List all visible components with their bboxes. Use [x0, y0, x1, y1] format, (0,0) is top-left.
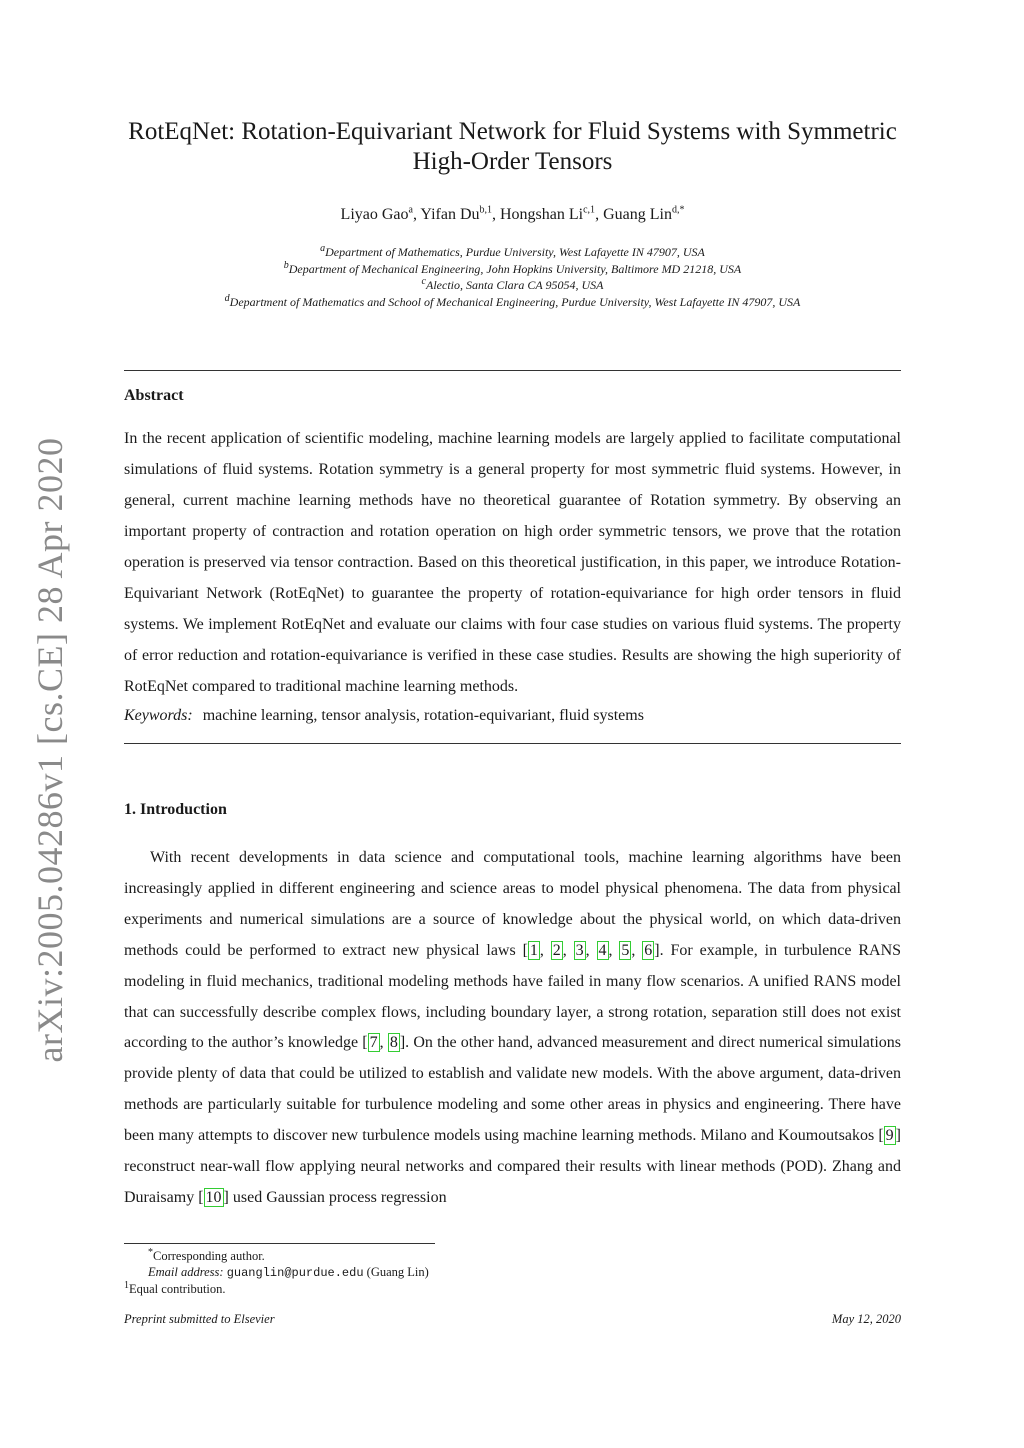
affiliation: $^a$Department of Mathematics, Purdue University, West Lafayette IN 47907, USA [320, 243, 705, 259]
citation-link[interactable]: 9 [885, 1127, 894, 1145]
footer-date: May 12, 2020 [831, 1312, 901, 1326]
paper-title [124, 117, 901, 177]
citation-link[interactable]: 5 [621, 941, 630, 959]
citation-link[interactable]: 3 [575, 941, 584, 959]
affiliation-list [124, 244, 901, 310]
footnotes [124, 1248, 429, 1297]
title-line-1: RotEqNet: Rotation-Equivariant Network for Fluid Systems with Symmetric [128, 118, 897, 145]
citation-link[interactable]: 1 [529, 941, 538, 959]
abstract-bottom-rule [124, 743, 901, 744]
abstract-heading: Abstract [124, 387, 184, 404]
footnote-corresponding: *Corresponding author. [148, 1246, 265, 1263]
title-line-2: High-Order Tensors [412, 148, 613, 175]
citation-link[interactable]: 10 [205, 1188, 222, 1206]
author-list [124, 206, 901, 224]
email-link[interactable]: guanglin@purdue.edu [226, 1266, 364, 1280]
citation-link[interactable]: 8 [389, 1034, 398, 1052]
author: Yifan Du$^{b,1}$, [420, 204, 500, 223]
author: Hongshan Li$^{c,1}$, [500, 204, 604, 223]
author: Guang Lin$^{d,*}$ [603, 204, 685, 223]
citation-link[interactable]: 4 [598, 941, 607, 959]
arxiv-identifier-stamp: arXiv:2005.04286v1 [cs.CE] 28 Apr 2020 [30, 437, 70, 1063]
keywords [124, 707, 644, 725]
footer-preprint-note: Preprint submitted to Elsevier [124, 1312, 275, 1326]
footnote-rule [124, 1243, 435, 1244]
abstract-top-rule [124, 370, 901, 371]
footnote-email: Email address: guanglin@purdue.edu (Guang Lin) [148, 1265, 429, 1280]
citation-link[interactable]: 7 [369, 1034, 378, 1052]
abstract-body: In the recent application of scientific modeling, machine learning models are largely applied to facilitate computational simulations of fluid systems. Rotation symmetry is a general property for most symmetric fluid systems. However, in general, current machine learning methods have no theoretical guarantee of Rotation symmetry. By observing an important property of contraction and rotation operation on high order symmetric tensors, we prove that the rotation operation is preserved via tensor contraction. Based on this theoretical justification, in this paper, we introduce Rotation-Equivariant Network (RotEqNet) to guarantee the property of rotation-equivariance for high order tensors in fluid systems. We implement RotEqNet and evaluate our claims with four case studies on various fluid systems. The property of error reduction and rotation-equivariance is verified in these case studies. Results are showing the high superiority of RotEqNet compared to traditional machine learning methods. [124, 430, 901, 695]
affiliation: $^b$Department of Mechanical Engineering, John Hopkins University, Baltimore MD 21218, USA [283, 259, 742, 276]
keywords-label: Keywords: [124, 707, 193, 724]
introduction-paragraph: With recent developments in data science and computational tools, machine learning algorithms have been increasingly applied in different engineering and science areas to model physical phenomena. The data from physical experiments and numerical simulations are a source of knowledge about the physical world, on which data-driven methods could be performed to extract new physical laws [ 1 , 2 , 3 , 4 , 5 , 6 ]. For example, in turbulence RANS modeling in fluid mechanics, traditional modeling methods have failed in many flow scenarios. A unified RANS model that can successfully describe complex flows, including boundary layer, a strong rotation, separation still does not exist according to the author’s knowledge [ 7 , 8 ]. On the other hand, advanced measurement and direct numerical simulations provide plenty of data that could be utilized to establish and validate new models. With the above argument, data-driven methods are particularly suitable for turbulence modeling and some other areas in physics and engineering. There have been many attempts to discover new turbulence models using machine learning methods. Milano and Koumoutsakos [ 9 ] reconstruct near-wall flow applying neural networks and compared their results with linear methods (POD). Zhang and Duraisamy [ 10 ] used Gaussian process regression [124, 849, 902, 1206]
section-heading-introduction: 1. Introduction [124, 801, 227, 818]
citation-link[interactable]: 2 [552, 941, 561, 959]
author: Liyao Gao$^a$, [340, 204, 421, 223]
footnote-equal-contribution: $^1$Equal contribution. [124, 1279, 226, 1296]
citation-link[interactable]: 6 [644, 941, 653, 959]
keywords-text: machine learning, tensor analysis, rotation-equivariant, fluid systems [202, 707, 644, 724]
affiliation: $^c$Alectio, Santa Clara CA 95054, USA [421, 276, 604, 292]
affiliation: $^d$Department of Mathematics and School of Mechanical Engineering, Purdue University, West Lafayette IN 47907, USA [224, 292, 801, 309]
